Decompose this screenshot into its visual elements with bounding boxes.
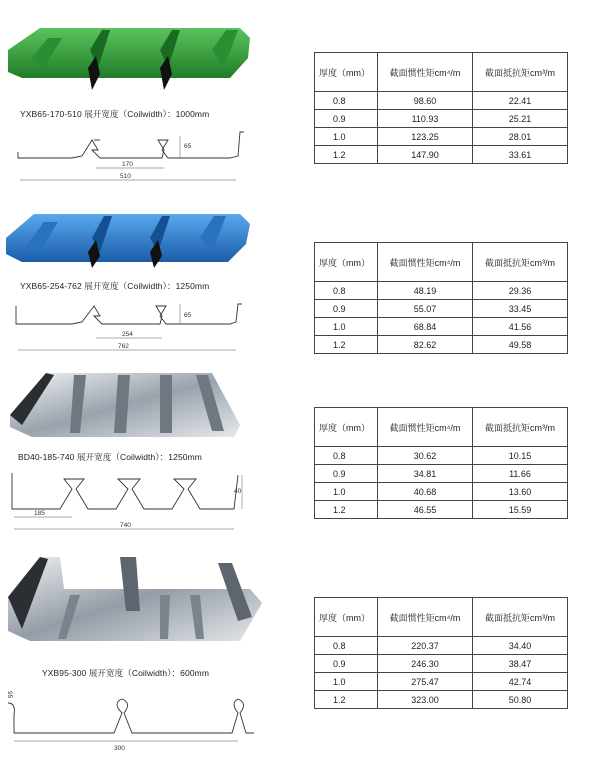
product-bd40-185-740: [0, 365, 600, 545]
header-thickness: 厚度（mm）: [315, 243, 378, 282]
height-dim: 65: [184, 312, 192, 319]
table-row: 0.9 55.07 33.45: [315, 300, 568, 318]
table-row: 1.0 123.25 28.01: [315, 128, 568, 146]
profile-cross-section: [12, 128, 252, 198]
deck-illustration-green: [0, 20, 260, 110]
profile-caption: YXB95-300 展开宽度（Coilwidth）：600mm: [42, 668, 210, 678]
table-row: 0.9 34.81 11.66: [315, 465, 568, 483]
width-dim: 510: [120, 173, 131, 180]
deck-illustration-blue: [0, 208, 260, 278]
product-yxb95-300: [0, 545, 600, 764]
profile-cross-section: [12, 300, 252, 360]
profile-caption: YXB65-254-762 展开宽度（Coilwidth）：1250mm: [20, 281, 210, 291]
header-inertia: 截面惯性矩cm⁴/m: [378, 53, 473, 92]
product-yxb65-254-762: [0, 200, 600, 370]
height-dim: 40: [234, 488, 242, 495]
product-yxb65-170-510: [0, 0, 600, 200]
header-thickness: 厚度（mm）: [315, 408, 378, 447]
width-dim: 300: [114, 745, 125, 752]
spec-table: [314, 242, 568, 354]
deck-illustration-silver-tall: [0, 551, 270, 651]
table-row: 0.9 110.93 25.21: [315, 110, 568, 128]
header-inertia: 截面惯性矩cm⁴/m: [378, 598, 473, 637]
spec-table: [314, 407, 568, 519]
table-row: 1.2 46.55 15.59: [315, 501, 568, 519]
width-dim: 740: [120, 522, 131, 529]
pitch-dim: 185: [34, 510, 45, 517]
table-row: 0.9 246.30 38.47: [315, 655, 568, 673]
header-inertia: 截面惯性矩cm⁴/m: [378, 408, 473, 447]
header-resistance: 截面抵抗矩cm³/m: [473, 53, 568, 92]
spec-table: [314, 597, 568, 709]
table-row: 1.2 82.62 49.58: [315, 336, 568, 354]
header-resistance: 截面抵抗矩cm³/m: [473, 408, 568, 447]
header-thickness: 厚度（mm）: [315, 53, 378, 92]
header-resistance: 截面抵抗矩cm³/m: [473, 243, 568, 282]
table-row: 1.0 68.84 41.56: [315, 318, 568, 336]
height-dim: 95: [6, 691, 13, 699]
profile-cross-section: [0, 691, 270, 761]
width-dim: 762: [118, 343, 129, 350]
profile-caption: BD40-185-740 展开宽度（Coilwidth）：1250mm: [18, 452, 202, 462]
profile-caption: YXB65-170-510 展开宽度（Coilwidth）：1000mm: [20, 109, 210, 119]
spec-table: [314, 52, 568, 164]
height-dim: 65: [184, 143, 192, 150]
table-row: 0.8 98.60 22.41: [315, 92, 568, 110]
table-row: 1.0 40.68 13.60: [315, 483, 568, 501]
pitch-dim: 254: [122, 331, 133, 338]
table-row: 1.0 275.47 42.74: [315, 673, 568, 691]
profile-cross-section: [8, 469, 248, 539]
header-inertia: 截面惯性矩cm⁴/m: [378, 243, 473, 282]
header-thickness: 厚度（mm）: [315, 598, 378, 637]
table-row: 0.8 30.62 10.15: [315, 447, 568, 465]
table-row: 0.8 220.37 34.40: [315, 637, 568, 655]
deck-illustration-silver: [0, 365, 250, 443]
table-row: 1.2 147.90 33.61: [315, 146, 568, 164]
table-row: 1.2 323.00 50.80: [315, 691, 568, 709]
table-row: 0.8 48.19 29.36: [315, 282, 568, 300]
header-resistance: 截面抵抗矩cm³/m: [473, 598, 568, 637]
pitch-dim: 170: [122, 161, 133, 168]
